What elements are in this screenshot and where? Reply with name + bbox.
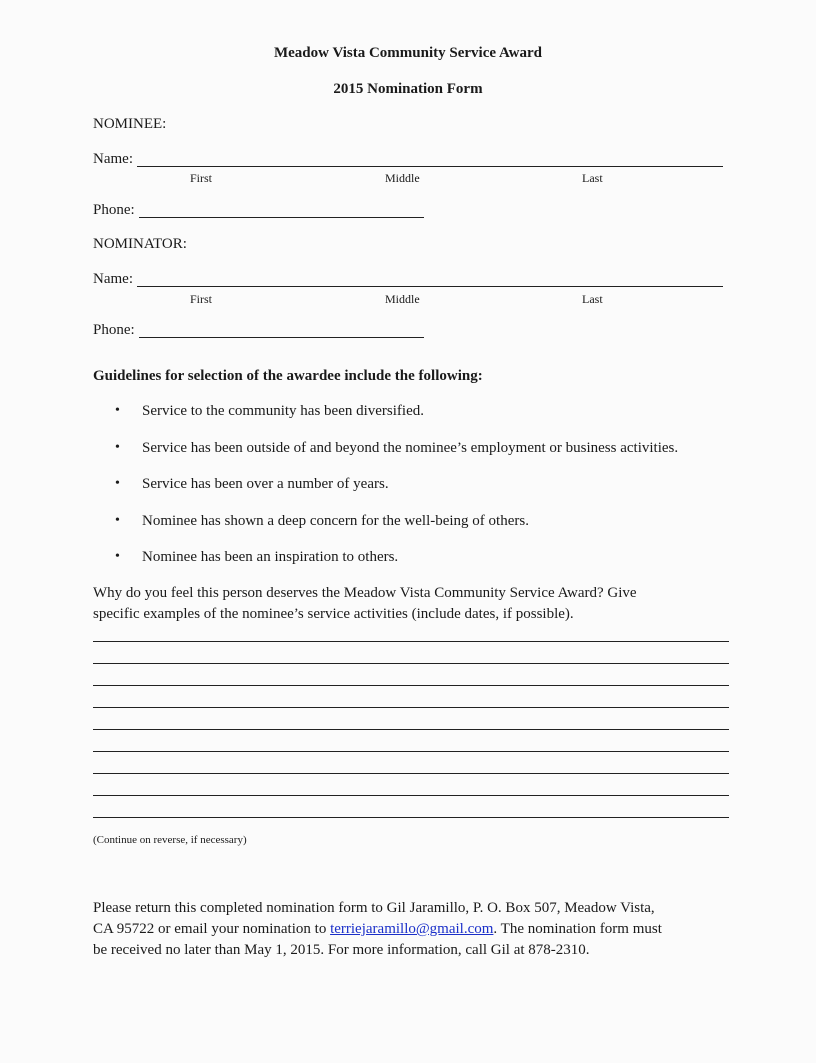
guideline-text: Service has been outside of and beyond the nominee’s employment or business activities. [142, 439, 679, 456]
bullet-icon: • [115, 512, 120, 528]
footer-line-3: be received no later than May 1, 2015. For more information, call Gil at 878-2310. [93, 942, 590, 958]
bullet-icon: • [115, 439, 120, 455]
list-item [115, 403, 678, 440]
nominator-middle-label: Middle [385, 292, 420, 306]
bullet-icon: • [115, 476, 120, 491]
nominator-first-label: First [190, 292, 213, 306]
answer-line [93, 642, 729, 664]
answer-line [93, 708, 729, 730]
list-item [115, 440, 678, 477]
answer-line [93, 664, 729, 686]
guideline-text: Service has been over a number of years. [142, 476, 389, 492]
bullet-icon: • [115, 403, 120, 418]
list-item [115, 513, 678, 550]
answer-line [93, 752, 729, 774]
nominee-phone-field[interactable] [139, 217, 424, 218]
guideline-text: Nominee has shown a deep concern for the well-being of others. [142, 512, 529, 529]
answer-line [93, 686, 729, 708]
nominator-name-field[interactable] [137, 286, 723, 287]
list-item [115, 476, 678, 513]
nominee-first-label: First [190, 171, 213, 185]
nominator-phone-label: Phone: [93, 322, 135, 338]
footer-line-2-suffix: . The nomination form must [493, 921, 662, 937]
answer-line [93, 796, 729, 818]
footer-line-2-prefix: CA 95722 or email your nomination to [93, 921, 331, 937]
nominee-name-label: Name: [93, 151, 133, 167]
footer-line-1: Please return this completed nomination form to Gil Jaramillo, P. O. Box 507, Meadow Vista, [93, 900, 655, 916]
continue-note: (Continue on reverse, if necessary) [93, 834, 247, 846]
question-line-2: specific examples of the nominee’s service activities (include dates, if possible). [93, 606, 574, 622]
bullet-icon: • [115, 549, 120, 564]
footer-line-2 [93, 921, 662, 938]
list-item [115, 549, 678, 586]
email-link[interactable]: terriejaramillo@gmail.com [330, 921, 494, 937]
guideline-text: Nominee has been an inspiration to others. [142, 549, 399, 565]
nominee-name-field[interactable] [137, 166, 723, 167]
nominator-last-label: Last [582, 292, 603, 306]
guideline-text: Service to the community has been diversified. [142, 403, 425, 419]
question-line-1: Why do you feel this person deserves the Meadow Vista Community Service Award? Give [93, 585, 637, 601]
answer-textarea[interactable] [93, 641, 729, 818]
answer-line [93, 774, 729, 796]
nominee-last-label: Last [582, 171, 603, 185]
form-title: Meadow Vista Community Service Award [273, 45, 543, 61]
nominator-section-label: NOMINATOR: [93, 236, 187, 252]
nominee-section-label: NOMINEE: [93, 116, 167, 132]
answer-line [93, 730, 729, 752]
nominee-phone-label: Phone: [93, 202, 135, 218]
guidelines-list [115, 403, 678, 586]
nominator-name-label: Name: [93, 271, 133, 287]
form-subtitle: 2015 Nomination Form [333, 81, 483, 97]
nominator-phone-field[interactable] [139, 337, 424, 338]
guidelines-heading: Guidelines for selection of the awardee include the following: [93, 368, 483, 384]
nominee-middle-label: Middle [385, 171, 420, 185]
